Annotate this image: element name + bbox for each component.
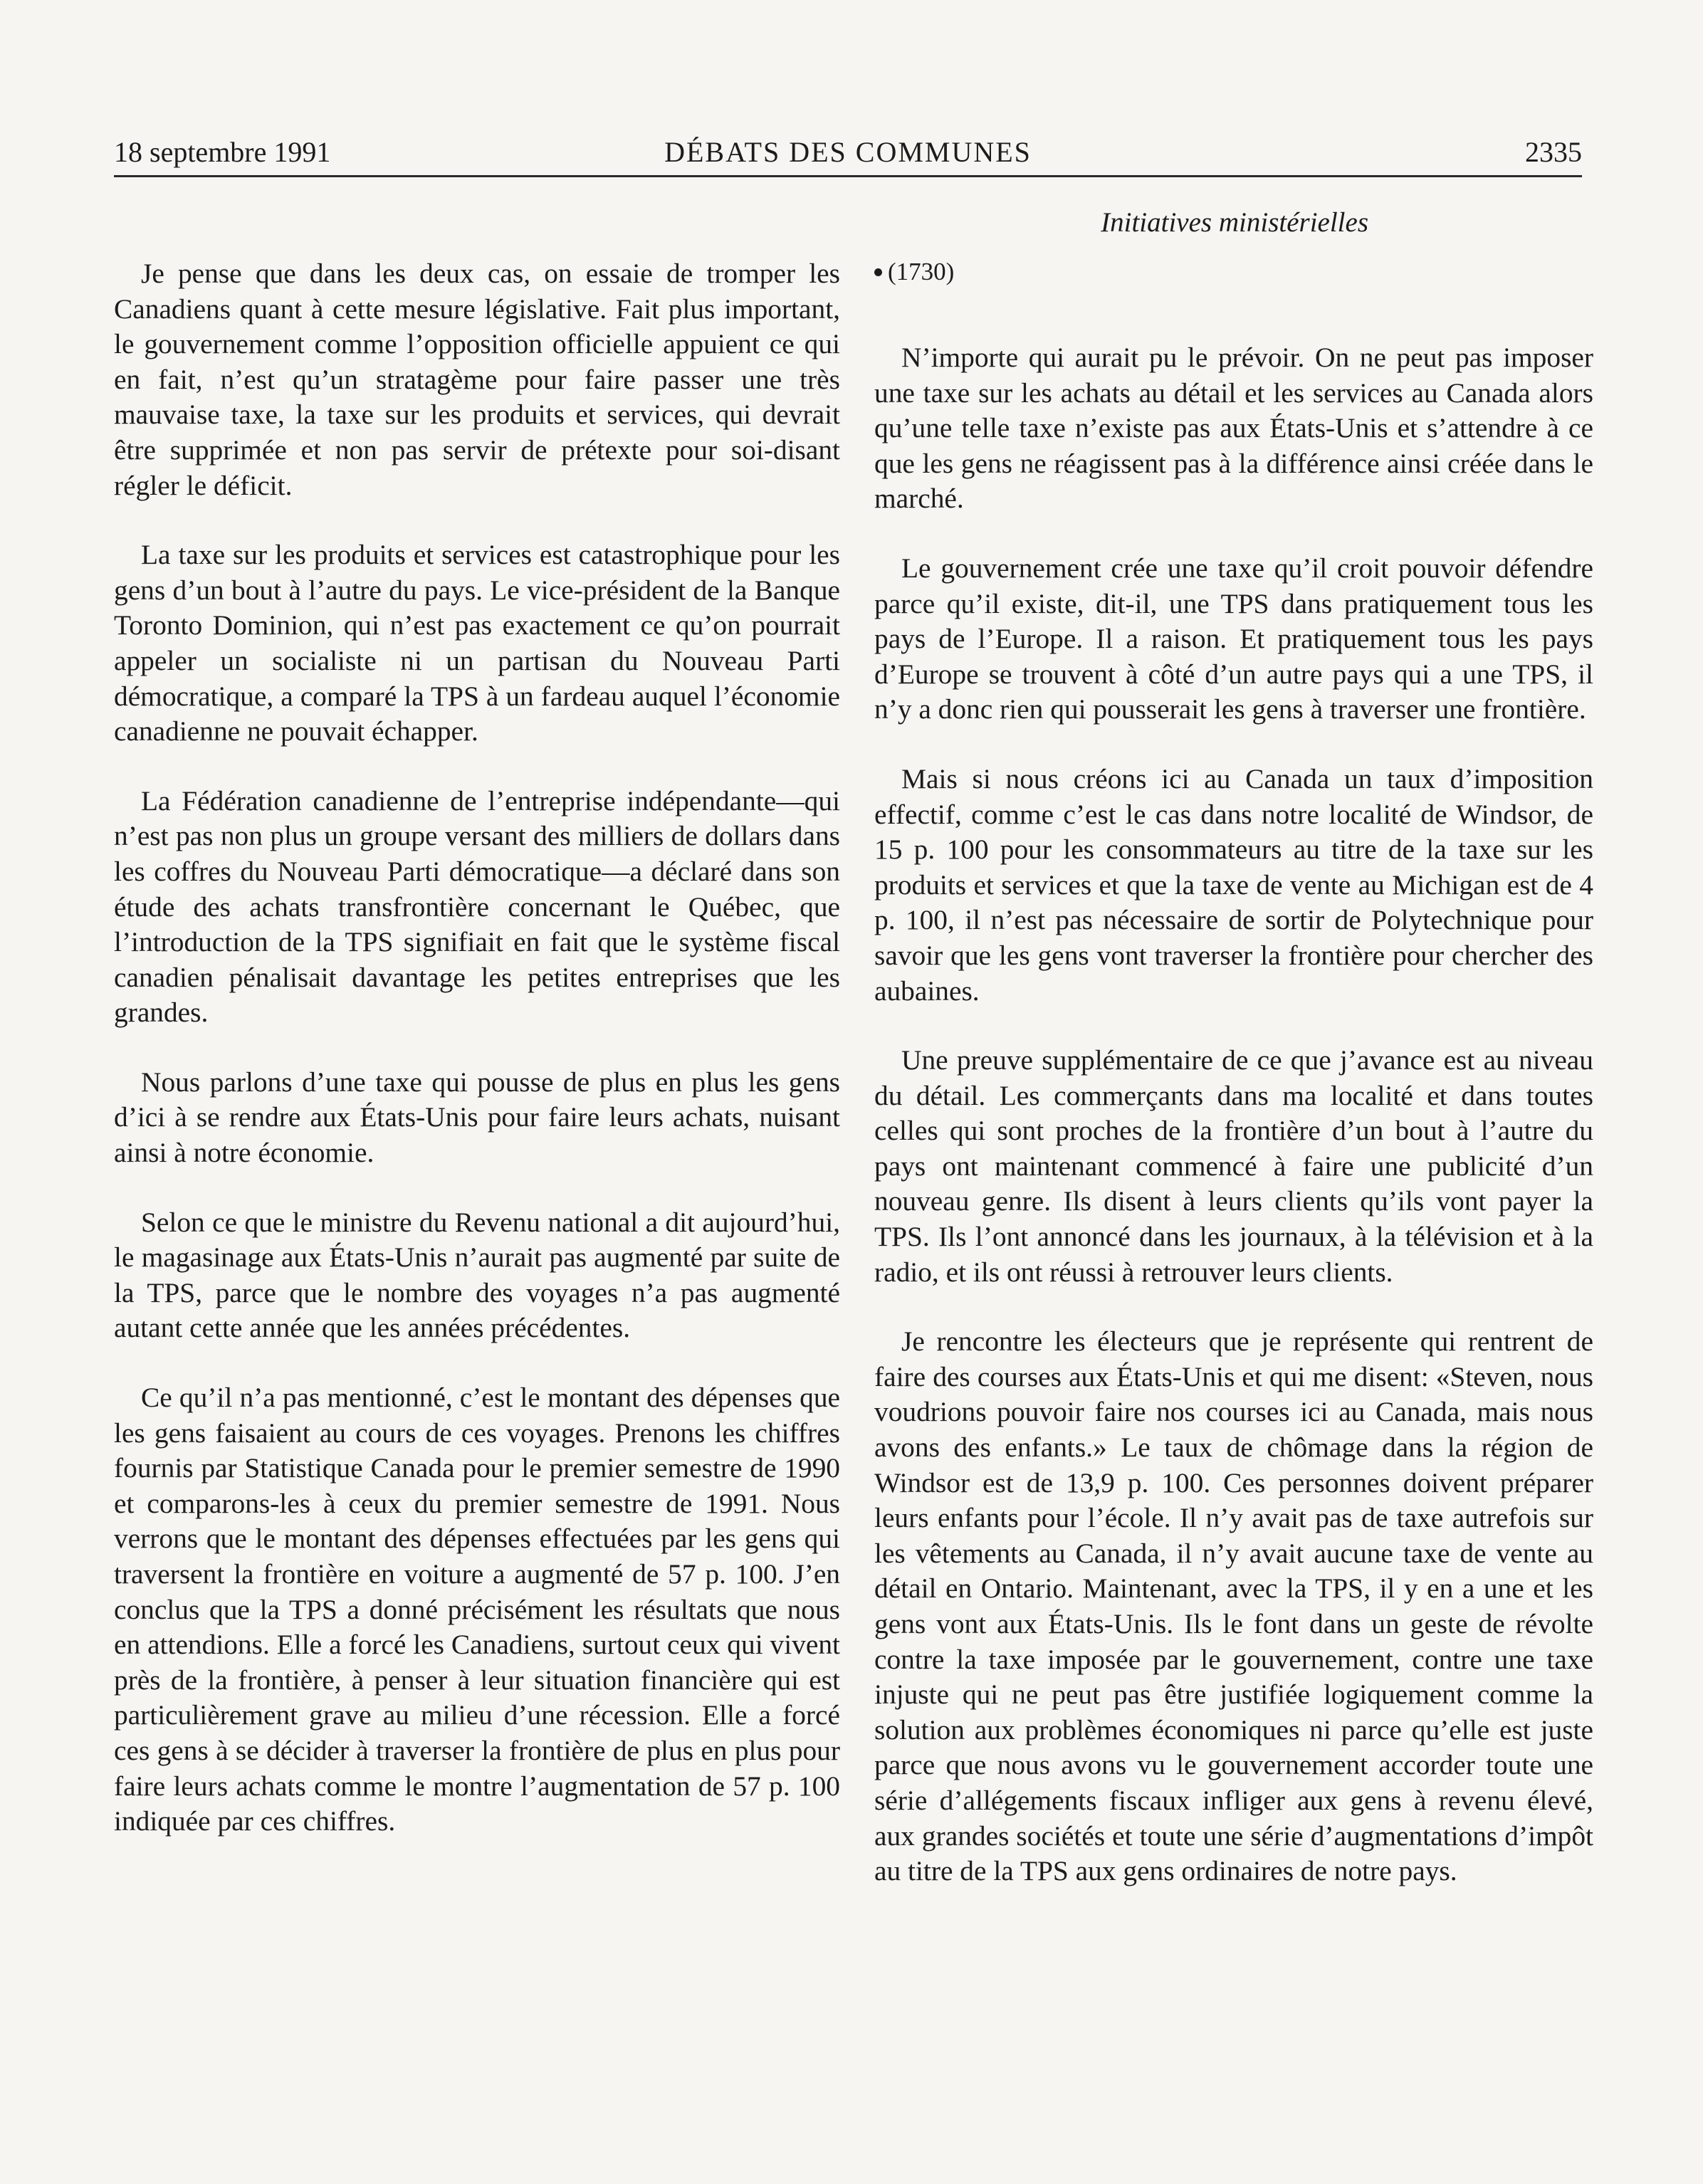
paragraph: Je rencontre les électeurs que je représente qui rentrent de faire des courses aux États-Unis et qui me disent: «Steven, nous voudrions pouvoir faire nos courses ici au Canada, mais nous avons des enfants.» Le taux de chômage dans la région de Windsor est de 13,9 p. 100. Ces personnes doivent préparer leurs enfants pour l’école. Il n’y avait pas de taxe autrefois sur les vêtements au Canada, il n’y avait aucune taxe de vente au détail en Ontario. Maintenant, avec la TPS, il y en a une et les gens vont aux États-Unis. Ils le font dans un geste de révolte contre la taxe imposée par le gouvernement, contre une taxe injuste qui ne peut pas être justifiée logiquement comme la solution aux problèmes économiques ni parce qu’elle est juste parce que nous avons vu le gouvernement accorder toute une série d’allégements fiscaux infliger aux gens à revenu élevé, aux grandes sociétés et toute une série d’augmentations d’impôt au titre de la TPS aux gens ordinaires de notre pays. <box>874 1325 1593 1887</box>
time-stamp-text: (1730) <box>888 258 955 285</box>
paragraph: Une preuve supplémentaire de ce que j’avance est au niveau du détail. Les commerçants dans ma localité et dans toutes celles qui sont proches de la frontière d’un bout à l’autre du pays ont maintenant commencé à faire une publicité d’un nouveau genre. Ils disent à leurs clients qu’ils vont payer la TPS. Ils l’ont annoncé dans les journaux, à la télévision et à la radio, et ils ont réussi à retrouver leurs clients. <box>874 1044 1593 1288</box>
right-column <box>874 256 1593 1923</box>
paragraph: Le gouvernement crée une taxe qu’il croit pouvoir défendre parce qu’il existe, dit-il, une TPS dans pratiquement tous les pays de l’Europe. Il a raison. Et pratiquement tous les pays d’Europe se trouvent à côté d’un autre pays qui a une TPS, il n’y a donc rien qui pousserait les gens à traverser une frontière. <box>874 552 1593 725</box>
bullet-icon <box>874 268 882 276</box>
paragraph: La Fédération canadienne de l’entreprise indépendante—qui n’est pas non plus un groupe versant des milliers de dollars dans les coffres du Nouveau Parti démocratique—a déclaré dans son étude des achats transfrontière concernant le Québec, que l’introduction de la TPS signifiait en fait que le système fiscal canadien pénalisait davantage les petites entreprises que les grandes. <box>114 784 840 1029</box>
section-label: Initiatives ministérielles <box>1101 207 1368 238</box>
page-header <box>114 130 1582 177</box>
header-page-number: 2335 <box>1525 136 1582 168</box>
paragraph: Je pense que dans les deux cas, on essaie de tromper les Canadiens quant à cette mesure législative. Fait plus important, le gouvernement comme l’opposition officielle appuient ce qui en fait, n’est qu’un stratagème pour faire passer une très mauvaise taxe, la taxe sur les produits et services, qui devrait être supprimée et non pas servir de prétexte pour soi-disant régler le déficit. <box>114 258 840 501</box>
paragraph: Selon ce que le ministre du Revenu national a dit aujourd’hui, le magasinage aux États-Unis n’aurait pas augmenté par suite de la TPS, parce que le nombre des voyages n’a pas augmenté autant cette année que les années précédentes. <box>114 1206 840 1344</box>
paragraph: Nous parlons d’une taxe qui pousse de plus en plus les gens d’ici à se rendre aux États-Unis pour faire leurs achats, nuisant ainsi à notre économie. <box>114 1066 840 1169</box>
left-column <box>114 256 840 1874</box>
paragraph: N’importe qui aurait pu le prévoir. On ne peut pas imposer une taxe sur les achats au détail et les services au Canada alors qu’une telle taxe n’existe pas aux États-Unis et s’attendre à ce que les gens ne réagissent pas à la différence ainsi créée dans le marché. <box>874 342 1593 515</box>
header-title: DÉBATS DES COMMUNES <box>664 136 1032 168</box>
paragraph: Ce qu’il n’a pas mentionné, c’est le montant des dépenses que les gens faisaient au cours de ces voyages. Prenons les chiffres fournis par Statistique Canada pour le premier semestre de 1990 et comparons-les à ceux du premier semestre de 1991. Nous verrons que le montant des dépenses effectuées par les gens qui traversent la frontière en voiture a augmenté de 57 p. 100. J’en conclus que la TPS a donné précisément les résultats que nous en attendions. Elle a forcé les Canadiens, surtout ceux qui vivent près de la frontière, à penser à leur situation financière qui est particulièrement grave au milieu d’une récession. Elle a forcé ces gens à se décider à traverser la frontière de plus en plus pour faire leurs achats comme le montre l’augmentation de 57 p. 100 indiquée par ces chiffres. <box>114 1382 840 1837</box>
paragraph: La taxe sur les produits et services est catastrophique pour les gens d’un bout à l’autre du pays. Le vice-président de la Banque Toronto Dominion, qui n’est pas exactement ce qu’on pourrait appeler un socialiste ni un partisan du Nouveau Parti démocratique, a comparé la TPS à un fardeau auquel l’économie canadienne ne pouvait échapper. <box>114 539 840 747</box>
header-date: 18 septembre 1991 <box>114 136 331 168</box>
paragraph: Mais si nous créons ici au Canada un taux d’imposition effectif, comme c’est le cas dans notre localité de Windsor, de 15 p. 100 pour les consommateurs au titre de la taxe sur les produits et services et que la taxe de vente au Michigan est de 4 p. 100, il n’est pas nécessaire de sortir de Polytechnique pour savoir que les gens vont traverser la frontière pour chercher des aubaines. <box>874 762 1593 1007</box>
time-stamp <box>874 256 1593 288</box>
